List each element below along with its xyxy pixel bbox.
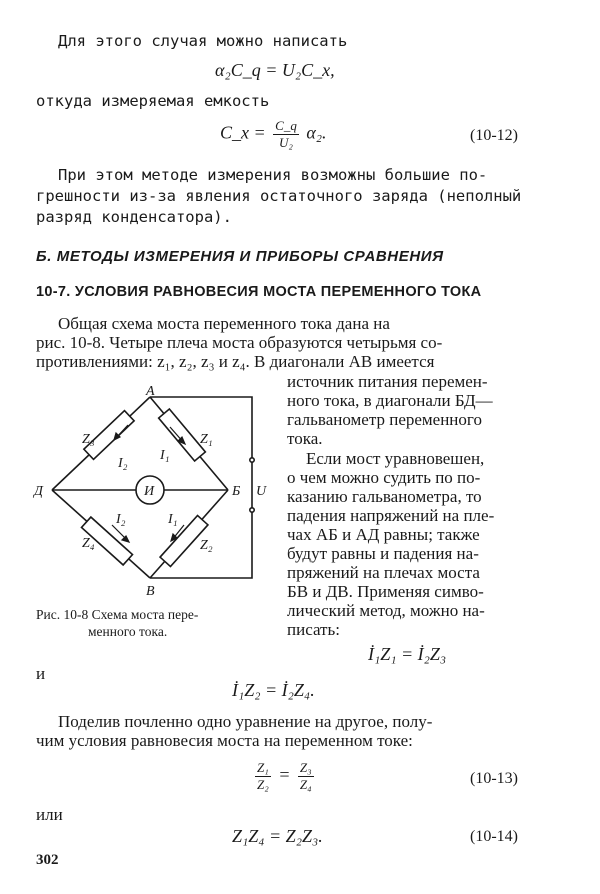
equation-2-tail: α₂. (306, 122, 327, 143)
main-line-3: противлениями: z₁, z₂, z₃ и z₄. В диагонали АВ имеется (36, 352, 435, 371)
figure-caption-line-2: менного тока. (88, 624, 168, 639)
equation-5-num-left: Z₁ (257, 760, 269, 775)
para2-line-2: чим условия равновесия моста на переменном токе: (36, 731, 413, 750)
intro-line-2: откуда измеряемая емкость (36, 92, 270, 110)
label-node-v: В (146, 584, 155, 599)
main-line-2: рис. 10-8. Четыре плеча моста образуются четырьмя со- (36, 333, 443, 352)
page-number: 302 (36, 852, 59, 868)
equation-6-number: (10-14) (470, 828, 518, 845)
equation-2-fraction (273, 118, 299, 151)
source-terminal-bottom (250, 508, 254, 512)
arrow-i2-bot-head (122, 536, 129, 542)
equation-5-fraction-right (298, 760, 314, 793)
equation-5-number: (10-13) (470, 770, 518, 787)
intro-para-line-1: При этом методе измерения возможны большие по- (58, 166, 488, 184)
label-source: U (256, 484, 267, 499)
equation-5-num-right: Z₃ (299, 760, 312, 775)
label-z1: Z₁ (200, 432, 213, 447)
equation-1: α₂C_q = U₂C_x, (215, 60, 335, 80)
figure-caption-line-1: Рис. 10-8 Схема моста пере- (36, 607, 199, 622)
intro-para-line-2: грешности из-за явления остаточного заряда (неполный (36, 187, 522, 205)
side-line-8: падения напряжений на пле- (287, 506, 495, 525)
equation-3: İ₁Z₁ = İ₂Z₃ (368, 644, 447, 664)
side-line-1: источник питания перемен- (287, 372, 488, 391)
label-node-a: А (146, 385, 155, 399)
side-line-5: Если мост уравновешен, (306, 449, 485, 468)
equation-5-den-right: Z₄ (299, 777, 312, 792)
subsection-title: 10-7. УСЛОВИЯ РАВНОВЕСИЯ МОСТА ПЕРЕМЕННОГО ТОКА (36, 284, 482, 300)
main-line-1: Общая схема моста переменного тока дана на (58, 314, 390, 333)
label-z2: Z₂ (200, 538, 213, 553)
label-galvanometer: И (144, 484, 155, 499)
equation-2-numerator: C_q (275, 118, 297, 133)
side-line-4: тока. (287, 429, 323, 448)
side-line-3: гальванометр переменного (287, 410, 482, 429)
equation-5 (252, 760, 317, 793)
equation-6: Z₁Z₄ = Z₂Z₃. (232, 826, 323, 846)
source-terminal-top (250, 458, 254, 462)
label-i2-top: I₂ (118, 456, 128, 471)
label-z4: Z₄ (82, 536, 95, 551)
side-line-7: казанию гальванометра, то (287, 487, 482, 506)
label-z3: Z₃ (82, 432, 95, 447)
word-or: или (36, 805, 63, 824)
equation-5-den-left: Z₂ (257, 777, 269, 792)
label-node-d: Д (34, 484, 43, 499)
equation-2 (220, 118, 327, 151)
label-i2-bot: I₂ (116, 512, 126, 527)
equation-4: İ₁Z₂ = İ₂Z₄. (232, 680, 315, 700)
intro-para-line-3: разряд конденсатора). (36, 208, 232, 226)
side-line-13: лический метод, можно на- (287, 601, 485, 620)
side-line-11: пряжений на плечах моста (287, 563, 480, 582)
side-line-14: писать: (287, 620, 340, 639)
side-line-9: чах АБ и АД равны; также (287, 525, 480, 544)
side-line-10: будут равны и падения на- (287, 544, 479, 563)
label-node-b: Б (232, 484, 241, 499)
equation-2-lhs: C_x = (220, 122, 266, 143)
equation-2-number: (10-12) (470, 127, 518, 144)
label-i1-top: I₁ (160, 448, 170, 463)
side-line-12: БВ и ДВ. Применяя симво- (287, 582, 484, 601)
label-i1-bot: I₁ (168, 512, 178, 527)
intro-line-1: Для этого случая можно написать (58, 32, 348, 50)
word-and: и (36, 664, 46, 683)
equation-5-equals: = (278, 764, 291, 785)
section-title: Б. МЕТОДЫ ИЗМЕРЕНИЯ И ПРИБОРЫ СРАВНЕНИЯ (36, 248, 444, 265)
bridge-circuit-figure (30, 385, 280, 600)
side-line-2: ного тока, в диагонали БД— (287, 391, 493, 410)
side-line-6: о чем можно судить по по- (287, 468, 481, 487)
equation-2-denominator: U₂ (279, 135, 293, 150)
equation-5-fraction-left (255, 760, 271, 793)
para2-line-1: Поделив почленно одно уравнение на другое, полу- (58, 712, 433, 731)
